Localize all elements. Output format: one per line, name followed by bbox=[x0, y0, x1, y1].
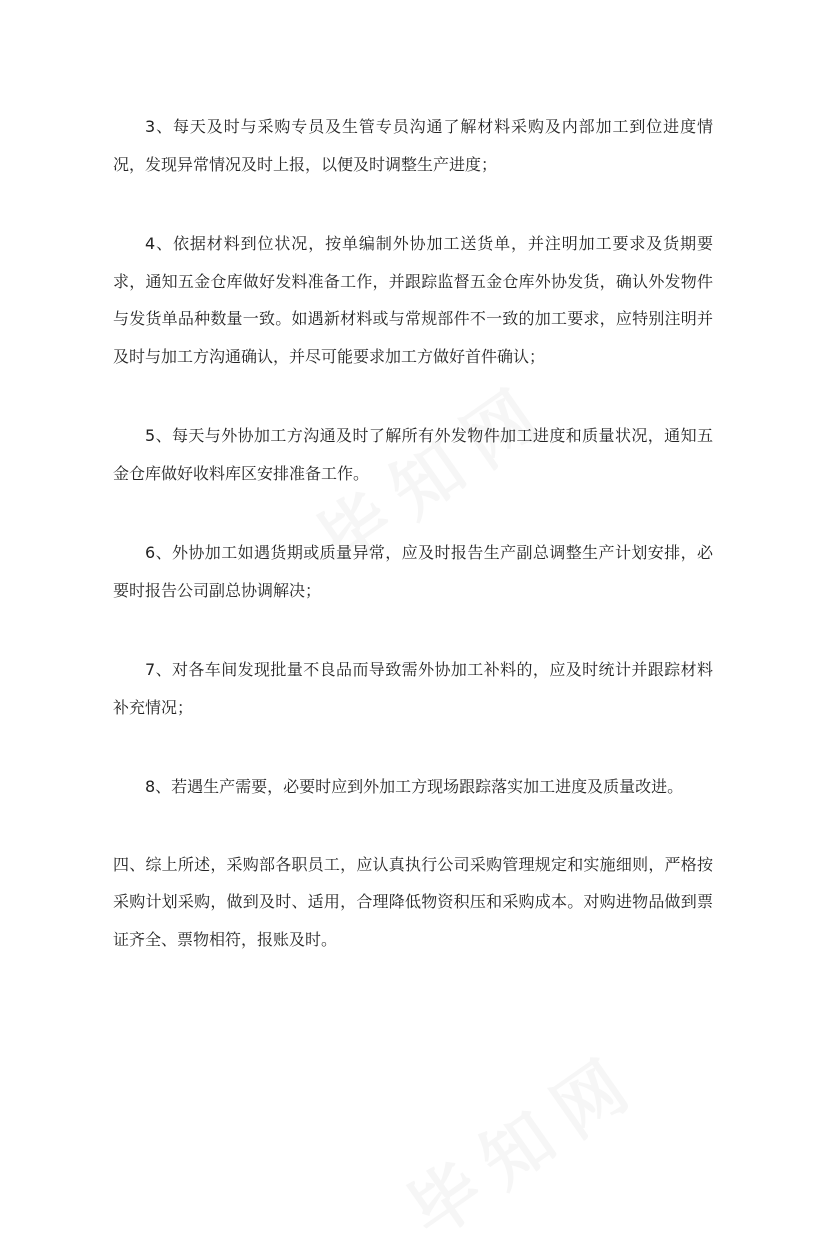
paragraph-item-8: 8、若遇生产需要，必要时应到外加工方现场跟踪落实加工进度及质量改进。 bbox=[145, 777, 684, 796]
paragraph-item-3: 3、每天及时与采购专员及生管专员沟通了解材料采购及内部加工到位进度情况，发现异常情况及时上报，以便及时调整生产进度； bbox=[113, 117, 713, 174]
document-body bbox=[113, 108, 713, 958]
paragraph-item-6: 6、外协加工如遇货期或质量异常，应及时报告生产副总调整生产计划安排，必要时报告公司副总协调解决； bbox=[113, 543, 713, 600]
section-four-summary: 四、综上所述，采购部各职员工，应认真执行公司采购管理规定和实施细则，严格按采购计划采购，做到及时、适用，合理降低物资积压和采购成本。对购进物品做到票证齐全、票物相符，报账及时。 bbox=[113, 854, 713, 949]
watermark-text-lower bbox=[385, 1023, 659, 1257]
paragraph-item-5: 5、每天与外协加工方沟通及时了解所有外发物件加工进度和质量状况，通知五金仓库做好收料库区安排准备工作。 bbox=[113, 426, 713, 483]
paragraph-item-7: 7、对各车间发现批量不良品而导致需外协加工补料的，应及时统计并跟踪材料补充情况； bbox=[113, 660, 713, 717]
paragraph-item-4: 4、依据材料到位状况，按单编制外协加工送货单，并注明加工要求及货期要求，通知五金仓库做好发料准备工作，并跟踪监督五金仓库外协发货，确认外发物件与发货单品种数量一致。如遇新材料或与常规部件不一致的加工要求，应特别注明并及时与加工方沟通确认，并尽可能要求加工方做好首件确认； bbox=[113, 234, 713, 366]
